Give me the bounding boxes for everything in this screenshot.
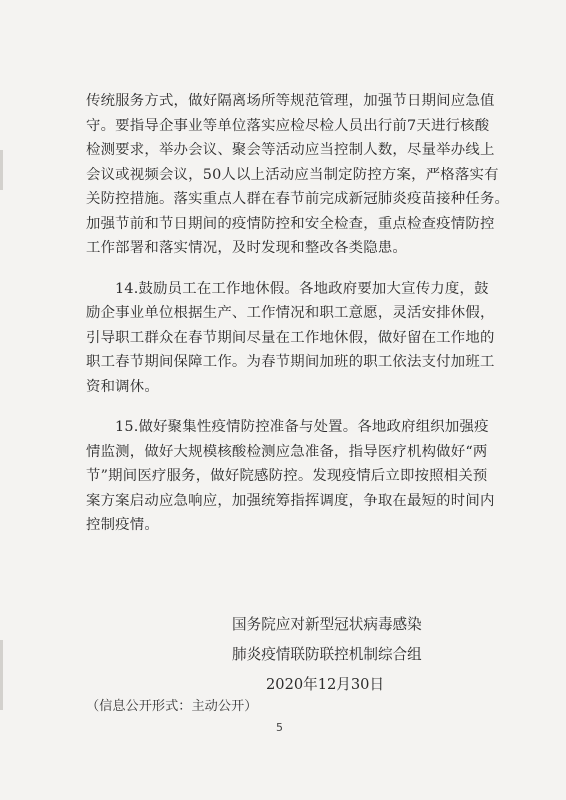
signature-org-line-2: 肺炎疫情联防联控机制综合组 (232, 646, 422, 663)
text-line: 14.鼓励员工在工作地休假。各地政府要加大宣传力度，鼓 (115, 280, 489, 297)
page-number: 5 (276, 721, 283, 734)
text-line: 检测要求，举办会议、聚会等活动应当控制人数，尽量举办线上 (86, 142, 495, 158)
text-line: 15.做好聚集性疫情防控准备与处置。各地政府组织加强疫 (115, 419, 489, 435)
text-line: 节”期间医疗服务，做好院感防控。发现疫情后立即按照相关预 (86, 468, 488, 484)
body-paragraph (86, 89, 510, 261)
text-line: 励企事业单位根据生产、工作情况和职工意愿，灵活安排休假， (86, 305, 495, 321)
text-line: 加强节前和节日期间的疫情防控和安全检查，重点检查疫情防控 (86, 215, 495, 232)
text-line: 职工春节期间保障工作。为春节期间加班的职工依法支付加班工 (86, 354, 495, 370)
body-paragraph (86, 415, 506, 538)
text-line: 控制疫情。 (86, 517, 159, 533)
signature-org-line-1: 国务院应对新型冠状病毒感染 (232, 616, 422, 633)
signature-block (232, 610, 492, 700)
document-body (86, 89, 510, 554)
signature-date: 2020年12月30日 (266, 676, 385, 693)
text-line: 守。要指导企事业等单位落实应检尽检人员出行前7天进行核酸 (86, 117, 490, 134)
disclosure-note: （信息公开形式：主动公开） (86, 699, 258, 714)
text-line: 案方案启动应急响应，加强统筹指挥调度，争取在最短的时间内 (86, 492, 495, 509)
text-line: 传统服务方式，做好隔离场所等规范管理，加强节日期间应急值 (86, 93, 495, 109)
text-line: 情监测，做好大规模核酸检测应急准备，指导医疗机构做好“两 (86, 443, 488, 460)
text-line: 关防控措施。落实重点人群在春节前完成新冠肺炎疫苗接种任务。 (86, 191, 510, 207)
text-line: 资和调休。 (86, 378, 159, 395)
text-line: 工作部署和落实情况，及时发现和整改各类隐患。 (86, 240, 407, 256)
body-paragraph (86, 277, 506, 400)
text-line: 会议或视频会议，50人以上活动应当制定防控方案，严格落实有 (86, 166, 499, 183)
scan-edge-mark (0, 150, 3, 190)
text-line: 引导职工群众在春节期间尽量在工作地休假，做好留在工作地的 (86, 329, 495, 346)
scan-edge-mark (0, 640, 3, 710)
